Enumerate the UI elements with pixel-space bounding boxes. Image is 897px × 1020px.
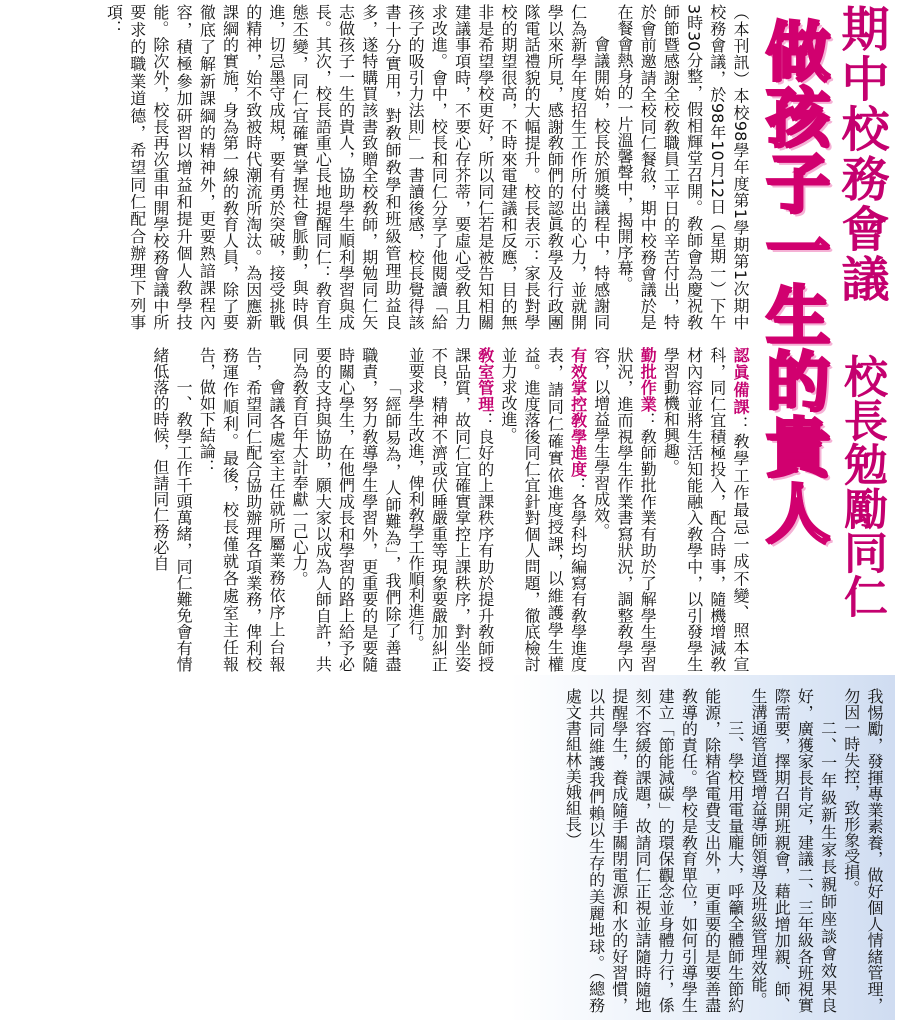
article-paragraph: 會議開始，校長於頒獎議程中，特感謝同仁為新學年度招生工作所付出的心力，並就開學以來所見，感謝敎師們的認眞敎學及行政團隊電話禮貌的大幅提升。校長表示：家長對學校的期望很高，不時來電建議和反應，目的無非是希望學校更好，所以同仁若是被告知相關建議事項時，不要心存芥蒂，要虛心受敎且力求改進。會中，校長和同仁分享了他閱讀「給孩子的吸引力法則」一書讀後感，校長覺得該書十分實用，對敎師敎學和班級管理助益良多，遂特購買該書致贈全校敎師，期勉同仁矢志做孩子一生的貴人，協助學生順利學習與成長。其次，校長語重心長地提醒同仁：敎育生態丕變，同仁宜確實掌握社會脈動，與時俱進，切忌墨守成規，要有勇於突破，接受挑戰的精神，始不致被時代潮流所淘汰。為因應新課綱的實施，身為第一線的敎育人員，除了要徹底了解新課綱的精神外，更要熟諳課程內容，積極參加研習以增益和提升個人敎學技能。除次外，校長再次重申開學校務會議中所要求的職業道德，希望同仁配合辦理下列事項： — [104, 4, 611, 330]
article-paragraph: 一、敎學工作千頭萬緒，同仁難免會有情緒低落的時候，但請同仁務必自 — [150, 347, 194, 672]
article-paragraph — [590, 347, 660, 672]
article-column-top — [8, 4, 752, 330]
article-paragraph — [659, 347, 752, 672]
article-paragraph: 會議各處室主任就所屬業務依序上台報告，希望同仁配合協助辦理各項業務，俾利校務運作順利。最後，校長僅就各處室主任報告，做如下結論： — [197, 347, 286, 672]
article-paragraph: 我惕勵，發揮專業素養，做好個人情緒管理，勿因一時失控，致形象受損。 — [841, 688, 884, 1013]
article-paragraph — [497, 347, 590, 672]
section-text: ：各學科均編寫有敎學進度表，請同仁確實依進度授課，以維護學生權益。進度落後同仁宜針對個人問題，徹底檢討並力求改進。 — [498, 347, 588, 673]
article-paragraph: 三、學校用電量龐大，呼籲全體師生節約能源，除精省電費支出外，更重要的是要善盡敎導的責任。學校是敎育單位，如何引導學生建立「節能減碳」的環保觀念並身體力行，係刻不容緩的課題，故請同仁正視並請隨時隨地提醒學生，養成隨手關閉電源和水的好習慣，以共同維護我們賴以生存的美麗地球。（總務處文書組林美娥組長） — [563, 688, 745, 1013]
article-column-middle — [8, 347, 752, 672]
article-paragraph — [404, 347, 497, 672]
section-heading: 敎室管理 — [475, 347, 495, 413]
article-subtitle: 校長勉勵同仁 — [836, 354, 887, 618]
section-text: ：良好的上課秩序有助於提升敎師授課品質，故同仁宜確實掌控上課秩序，對坐姿不良，精神不濟或伏睡嚴重等現象要嚴加糾正並要求學生改進，俾利敎學工作順利進行。 — [406, 347, 495, 673]
article-headline: 做孩子一生的貴人 — [755, 18, 829, 546]
article-paragraph: 二、一年級新生家長親師座談會效果良好，廣獲家長肯定，建議二、三年級各班視實際需要，擇期召開班親會，藉此增加親、師、生溝通管道暨增益導師領導及班級管理效能。 — [748, 688, 838, 1013]
section-heading: 有效掌控敎學進度 — [568, 347, 588, 478]
section-heading: 認眞備課 — [731, 347, 750, 416]
section-text: ：敎學工作最忌一成不變、照本宣科，同仁宜積極投入，配合時事，隨機增減敎材內容並將生活知能融入敎學中，以引發學生學習動機和興趣。 — [661, 347, 750, 673]
article-title: 期中校務會議 — [833, 4, 889, 304]
section-heading: 勤批作業 — [638, 347, 658, 413]
section-text: ：敎師勤批作業有助於了解學生學習狀況，進而視學生作業書寫狀況，調整敎學內容，以增益學生學習成效。 — [591, 347, 658, 673]
article-column-bottom — [516, 688, 886, 1013]
article-paragraph: 「經師易為，人師難為」，我們除了善盡職責，努力敎導學生學習外，更重要的是要隨時關心學生，在他們成長和學習的路上給予必要的支持與協助，願大家以成為人師自許，共同為敎育百年大計奉獻一己心力。 — [290, 347, 402, 672]
article-paragraph: （本刊訊）本校98學年度第1學期第1次期中校務會議，於98年10月12日（星期一）下午3時30分整，假相輝堂召開。敎師會為慶祝敎師節暨感謝全校敎職員工平日的辛苦付出，特於會前邀請全校同仁餐敘，期中校務會議於是在餐會熱身的一片溫馨聲中，揭開序幕。 — [614, 4, 750, 330]
